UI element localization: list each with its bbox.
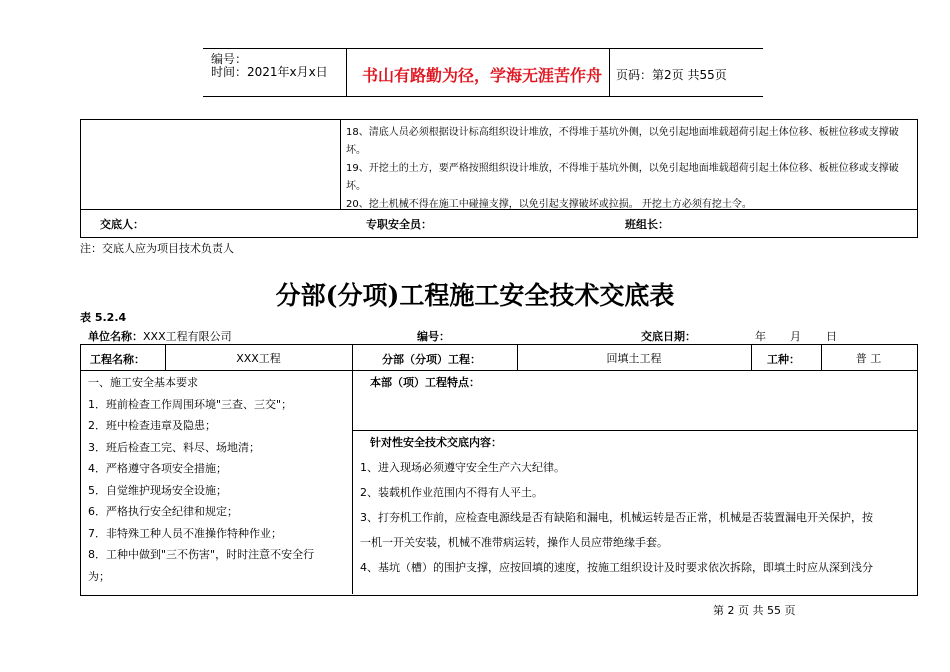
doc-title: 分部(分项)工程施工安全技术交底表	[275, 281, 675, 310]
content-items	[360, 455, 915, 580]
table-number: 表 5.2.4	[80, 311, 127, 324]
list-item: 1．班前检查工作周围环境"三查、三交"；	[88, 397, 293, 411]
subproject-value: 回填土工程	[606, 352, 662, 365]
list-item: 一机一开关安装，机械不准带病运转，操作人员应带绝缘手套。	[360, 536, 668, 549]
list-item: 为；	[88, 569, 110, 583]
basic-requirements-heading: 一、施工安全基本要求	[88, 376, 198, 389]
continuation-item: 18、清底人员必须根据设计标高组织设计堆放，不得堆于基坑外侧，以免引起地面堆载超荷引起土体位移、板桩位移或支撑破	[346, 127, 899, 138]
list-item: 2、装载机作业范围内不得有人平土。	[360, 486, 543, 499]
trade-value: 普 工	[855, 352, 882, 365]
list-item: 3．班后检查工完、料尽、场地清；	[88, 440, 260, 454]
list-item: 7．非特殊工种人员不准操作特种作业；	[88, 526, 282, 540]
list-item: 4．严格遵守各项安全措施；	[88, 462, 227, 475]
list-item: 1、进入现场必须遵守安全生产六大纪律。	[360, 461, 565, 474]
list-item: 2．班中检查违章及隐患；	[88, 419, 216, 432]
list-item: 8．工种中做到"三不伤害"，时时注意不安全行	[88, 548, 315, 561]
continuation-items	[346, 124, 899, 214]
basic-requirements	[88, 372, 346, 587]
page-footer: 第 2 页 共 55 页	[713, 604, 796, 617]
header-top-line	[203, 48, 763, 49]
continuation-item: 坏。	[346, 145, 366, 156]
continuation-divider	[340, 119, 341, 209]
trade-label: 工种：	[767, 353, 800, 366]
note-text: 注：交底人应为项目技术负责人	[80, 242, 234, 255]
date-label: 交底日期：	[641, 330, 696, 343]
list-item: 6．严格执行安全纪律和规定；	[88, 505, 238, 518]
header-motto: 书山有路勤为径，学海无涯苦作舟	[362, 66, 603, 85]
column-divider	[352, 344, 353, 594]
sign-presenter-label: 交底人：	[100, 218, 144, 231]
row1-divider	[751, 344, 752, 370]
date-month: 月	[790, 330, 801, 343]
header-serial-label: 编号：	[211, 52, 248, 66]
header-bottom-line	[203, 96, 763, 97]
continuation-item: 20、挖土机械不得在施工中碰撞支撑，以免引起支撑破坏或拉损。 开挖土方必须有挖土令。	[346, 199, 752, 210]
features-label: 本部（项）工程特点：	[370, 376, 480, 389]
serial-label: 编号：	[417, 330, 450, 343]
content-label: 针对性安全技术交底内容：	[370, 436, 502, 449]
list-item: 3、打夯机工作前，应检查电源线是否有缺陷和漏电，机械运转是否正常，机械是否装置漏电开关保护，按	[360, 511, 873, 524]
subproject-label: 分部（分项）工程：	[382, 353, 481, 366]
header-page-label: 页码：第2页 共55页	[616, 68, 727, 82]
header-divider	[609, 48, 610, 96]
list-item: 4、基坑（槽）的围护支撑，应按回填的速度，按施工组织设计及时要求依次拆除，即填土时应从深到浅分	[360, 561, 873, 574]
sign-safety-label: 专职安全员：	[366, 218, 432, 231]
list-item: 5．自觉维护现场安全设施；	[88, 483, 227, 497]
features-row-line	[352, 430, 917, 431]
sign-leader-label: 班组长：	[625, 218, 669, 231]
main-table-row-line	[80, 370, 917, 371]
unit-value: XXX工程有限公司	[143, 330, 232, 343]
continuation-item: 坏。	[346, 181, 366, 192]
unit-field	[88, 328, 232, 344]
project-name-label: 工程名称：	[90, 353, 145, 366]
unit-label: 单位名称：	[88, 330, 143, 343]
date-year: 年	[755, 330, 766, 343]
project-name-value: XXX工程	[236, 352, 281, 365]
date-day: 日	[826, 330, 837, 343]
continuation-item: 19、开挖土的土方，要严格按照组织设计堆放，不得堆于基坑外侧，以免引起地面堆载超荷引起土体位移、板桩位移或支撑破	[346, 163, 899, 174]
header-time-label: 时间：2021年x月x日	[211, 65, 328, 79]
header-divider	[346, 48, 347, 96]
